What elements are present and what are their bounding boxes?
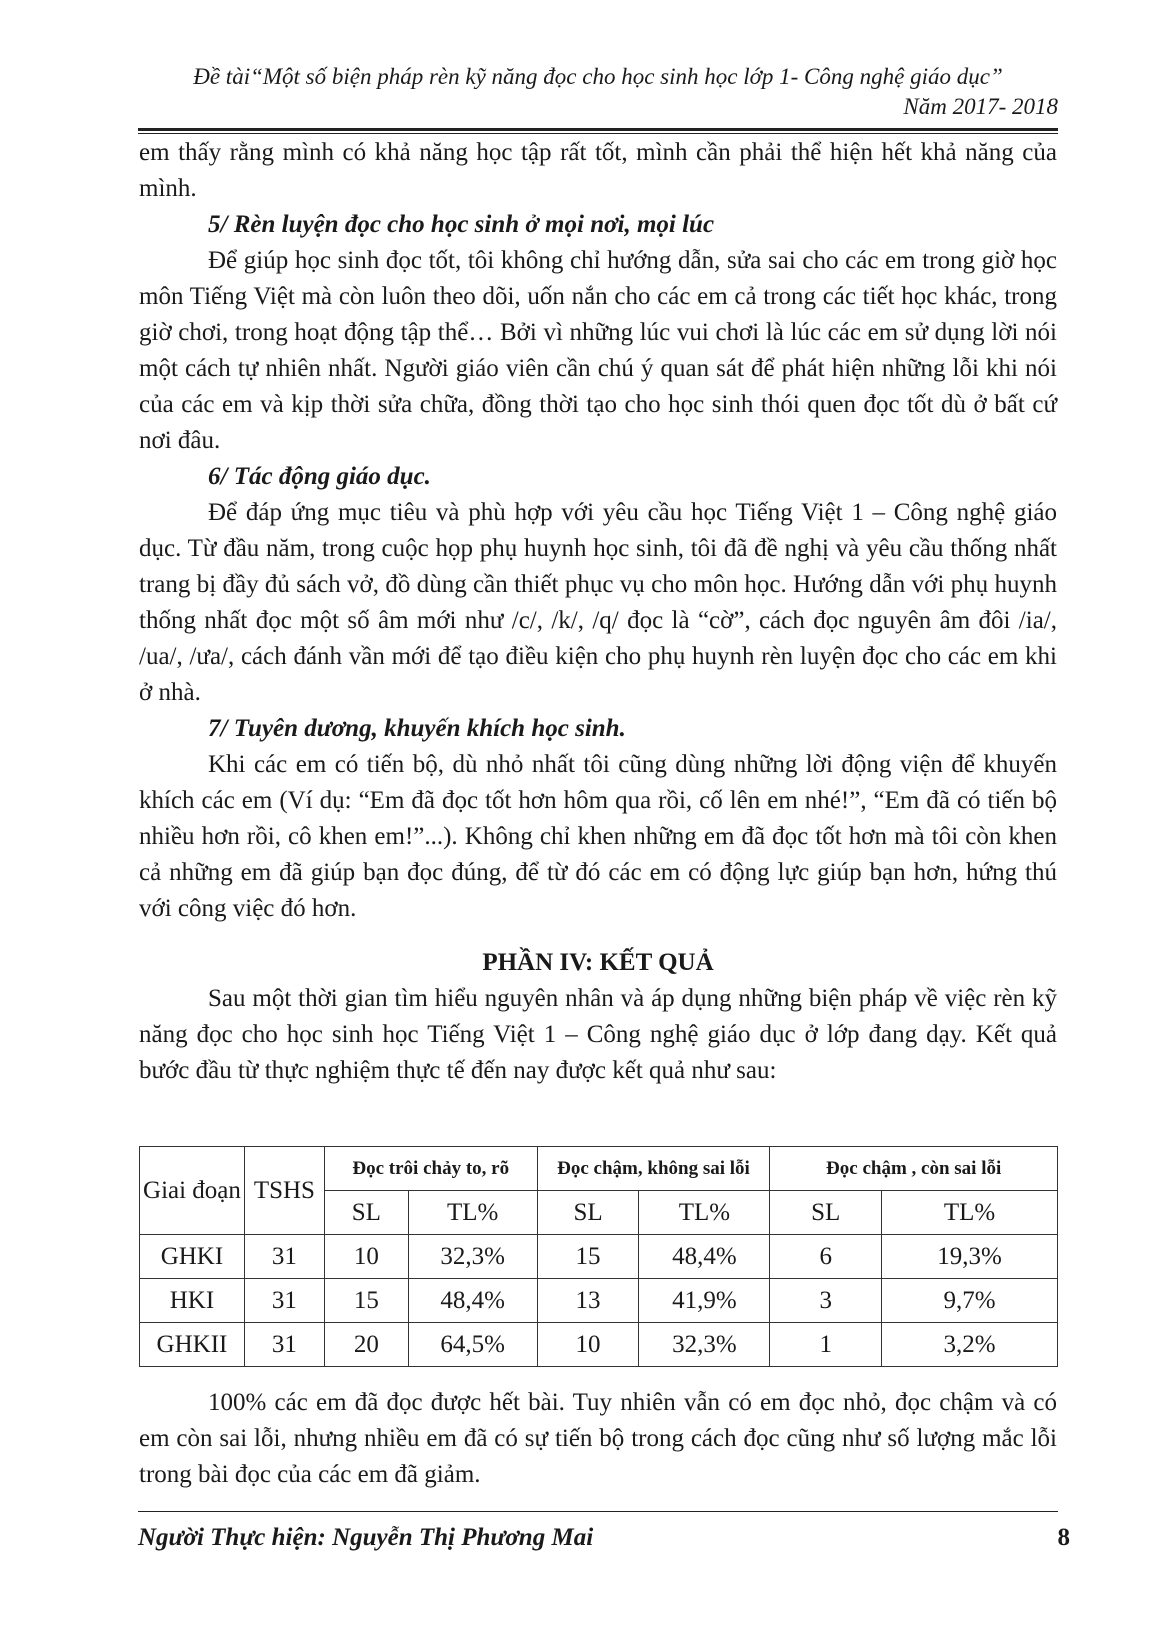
table-header-row — [140, 1147, 1058, 1191]
results-conclusion — [139, 1385, 1057, 1493]
page-header-title: Đề tài“Một số biện pháp rèn kỹ năng đọc cho học sinh học lớp 1- Công nghệ giáo dục” — [193, 64, 1003, 89]
header-rule — [138, 128, 1058, 131]
section-title-results: PHẦN IV: KẾT QUẢ — [482, 949, 714, 976]
table-subheader-sl: SL — [537, 1191, 639, 1235]
page-number: 8 — [1057, 1524, 1070, 1551]
table-header-group-fluent: Đọc trôi chảy to, rõ — [324, 1147, 537, 1191]
table-cell: 3,2% — [882, 1323, 1058, 1367]
table-cell: 15 — [537, 1235, 639, 1279]
results-table — [139, 1146, 1058, 1367]
heading-section-5: 5/ Rèn luyện đọc cho học sinh ở mọi nơi, mọi lúc — [208, 211, 715, 238]
table-cell: 10 — [537, 1323, 639, 1367]
table-row — [140, 1323, 1058, 1367]
main-content — [139, 135, 1057, 1089]
table-header-stage: Giai đoạn — [140, 1147, 245, 1235]
table-cell: 3 — [770, 1279, 882, 1323]
table-cell: 41,9% — [639, 1279, 770, 1323]
heading-section-7: 7/ Tuyên dương, khuyến khích học sinh. — [208, 715, 626, 742]
table-cell: 1 — [770, 1323, 882, 1367]
table-cell: 10 — [324, 1235, 408, 1279]
paragraph-section-5: Để giúp học sinh đọc tốt, tôi không chỉ hướng dẫn, sửa sai cho các em trong giờ học môn Tiếng Việt mà còn luôn theo dõi, uốn nắn cho các em cả trong các tiết học khác, trong giờ chơi, trong hoạt động tập thể… Bởi vì những lúc vui chơi là lúc các em sử dụng lời nói một cách tự nhiên nhất. Người giáo viên cần chú ý quan sát để phát hiện những lỗi khi nói của các em và kịp thời sửa chữa, đồng thời tạo cho học sinh thói quen đọc tốt dù ở bất cứ nơi đâu. — [139, 247, 1057, 454]
table-cell: 6 — [770, 1235, 882, 1279]
table-cell: 31 — [244, 1235, 324, 1279]
table-subheader-tl: TL% — [882, 1191, 1058, 1235]
table-header-total: TSHS — [244, 1147, 324, 1235]
paragraph-results-intro: Sau một thời gian tìm hiểu nguyên nhân và áp dụng những biện pháp về việc rèn kỹ năng đọc cho học sinh học Tiếng Việt 1 – Công nghệ giáo dục ở lớp đang dạy. Kết quả bước đầu từ thực nghiệm thực tế đến nay được kết quả như sau: — [139, 985, 1057, 1084]
table-subheader-sl: SL — [324, 1191, 408, 1235]
header-rule-thin — [138, 133, 1058, 134]
table-cell: 48,4% — [639, 1235, 770, 1279]
paragraph-section-6: Để đáp ứng mục tiêu và phù hợp với yêu cầu học Tiếng Việt 1 – Công nghệ giáo dục. Từ đầu năm, trong cuộc họp phụ huynh học sinh, tôi đã đề nghị và yêu cầu thống nhất trang bị đầy đủ sách vở, đồ dùng cần thiết phục vụ cho môn học. Hướng dẫn với phụ huynh thống nhất đọc một số âm mới như /c/, /k/, /q/ đọc là “cờ”, cách đọc nguyên âm đôi /ia/, /ua/, /ưa/, cách đánh vần mới để tạo điều kiện cho phụ huynh rèn luyện đọc cho các em khi ở nhà. — [139, 499, 1057, 706]
table-cell: 48,4% — [408, 1279, 537, 1323]
table-subheader-tl: TL% — [639, 1191, 770, 1235]
table-subheader-tl: TL% — [408, 1191, 537, 1235]
table-cell: 32,3% — [408, 1235, 537, 1279]
table-cell: 31 — [244, 1279, 324, 1323]
table-cell: 19,3% — [882, 1235, 1058, 1279]
table-row — [140, 1235, 1058, 1279]
table-cell: 32,3% — [639, 1323, 770, 1367]
table-cell: 9,7% — [882, 1279, 1058, 1323]
table-cell: 31 — [244, 1323, 324, 1367]
paragraph-continuation: em thấy rằng mình có khả năng học tập rất tốt, mình cần phải thể hiện hết khả năng của mình. — [139, 139, 1057, 202]
table-header-group-slow-errors: Đọc chậm , còn sai lỗi — [770, 1147, 1058, 1191]
heading-section-6: 6/ Tác động giáo dục. — [208, 463, 431, 490]
table-cell: 13 — [537, 1279, 639, 1323]
table-cell: GHKII — [140, 1323, 245, 1367]
table-cell: 64,5% — [408, 1323, 537, 1367]
table-cell: HKI — [140, 1279, 245, 1323]
footer-author: Người Thực hiện: Nguyễn Thị Phương Mai — [138, 1524, 594, 1551]
footer-rule — [138, 1511, 1058, 1512]
table-cell: GHKI — [140, 1235, 245, 1279]
paragraph-conclusion: 100% các em đã đọc được hết bài. Tuy nhiên vẫn có em đọc nhỏ, đọc chậm và có em còn sai lỗi, nhưng nhiều em đã có sự tiến bộ trong cách đọc cũng như số lượng mắc lỗi trong bài đọc của các em đã giảm. — [139, 1389, 1057, 1488]
table-header-group-slow-correct: Đọc chậm, không sai lỗi — [537, 1147, 770, 1191]
table-cell: 20 — [324, 1323, 408, 1367]
table-cell: 15 — [324, 1279, 408, 1323]
paragraph-section-7: Khi các em có tiến bộ, dù nhỏ nhất tôi cũng dùng những lời động viện để khuyến khích các em (Ví dụ: “Em đã đọc tốt hơn hôm qua rồi, cố lên em nhé!”, “Em đã có tiến bộ nhiều hơn rồi, cô khen em!”...). Không chỉ khen những em đã đọc tốt hơn mà tôi còn khen cả những em đã giúp bạn đọc đúng, để từ đó các em có động lực giúp bạn hơn, hứng thú với công việc đó hơn. — [139, 751, 1057, 922]
page-header-year: Năm 2017- 2018 — [903, 94, 1058, 119]
table-subheader-sl: SL — [770, 1191, 882, 1235]
table-row — [140, 1279, 1058, 1323]
